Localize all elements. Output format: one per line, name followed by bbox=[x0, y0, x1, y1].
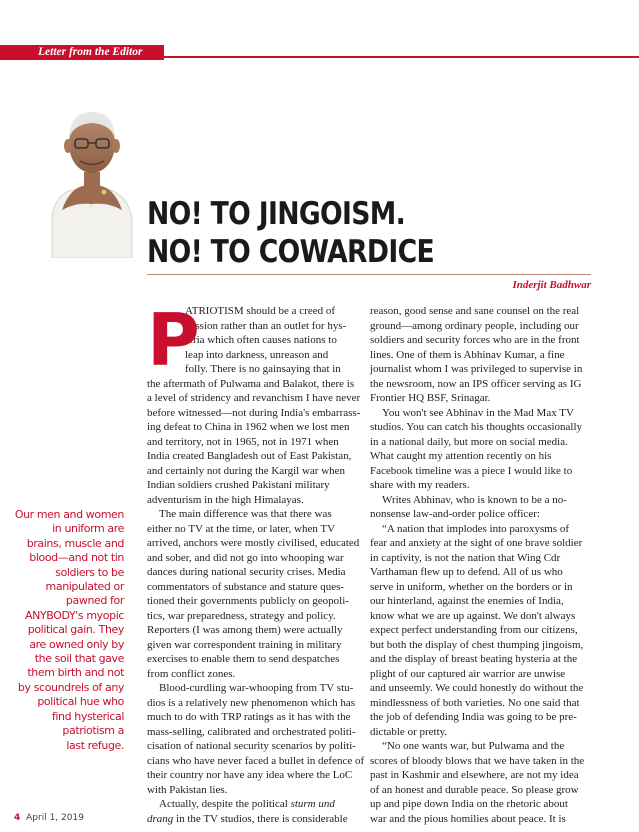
body-line: mindlessness of both varieties. No one said that bbox=[370, 696, 580, 709]
section-label: Letter from the Editor bbox=[0, 45, 164, 60]
pullquote-line: find hysterical bbox=[51, 709, 124, 723]
paragraph bbox=[370, 493, 592, 522]
body-line: know what we are up against. We don't always bbox=[370, 609, 576, 622]
body-line: arrived, anchors were mostly civilised, educated bbox=[147, 537, 360, 549]
pullquote-line: ANYBODY's myopic bbox=[25, 608, 124, 622]
body-line: Facebook timeline was a piece I would like to bbox=[370, 464, 573, 477]
headline-line-1: NO! TO JINGOISM. bbox=[147, 196, 406, 232]
headline-rule bbox=[147, 274, 591, 275]
body-line: “No one wants war, but Pulwama and the bbox=[382, 740, 565, 752]
pullquote-line: the soil that gave bbox=[34, 652, 124, 666]
body-line: journalist whom I was privileged to supervise in bbox=[370, 363, 583, 375]
paragraph bbox=[147, 377, 359, 508]
body-line: either no TV at the time, or later, when TV bbox=[147, 522, 336, 535]
body-line: expect perfect understanding from our citizens, bbox=[370, 624, 578, 636]
italic-text: drang bbox=[147, 812, 174, 825]
body-line: You won't see Abhinav in the Mad Max TV bbox=[382, 406, 574, 419]
pullquote-line: political gain. They bbox=[27, 623, 124, 637]
article-column-1 bbox=[147, 298, 365, 826]
body-line: past in Kashmir and elsewhere, are not my idea bbox=[370, 769, 579, 781]
pullquote-line: manipulated or bbox=[45, 580, 124, 594]
drop-cap: P bbox=[147, 298, 200, 382]
body-line: ground—among ordinary people, including our bbox=[370, 319, 579, 332]
pullquote-line: soldiers to be bbox=[55, 565, 124, 579]
issue-date: April 1, 2019 bbox=[26, 813, 84, 823]
body-line: Indian soldiers crushed Pakistani military bbox=[147, 479, 330, 491]
headline-line-2: NO! TO COWARDICE bbox=[147, 234, 434, 270]
body-line bbox=[147, 797, 359, 812]
paragraph bbox=[147, 797, 359, 826]
body-line: and sober, and did not go into whooping war bbox=[147, 551, 344, 564]
article-column-2 bbox=[370, 304, 592, 826]
body-line: and certainly not during the Kargil war when bbox=[147, 464, 346, 477]
body-line: Writes Abhinav, who is known to be a no- bbox=[382, 493, 567, 506]
body-line: adventurism in the high Himalayas. bbox=[147, 493, 304, 506]
body-line: studios. You can catch his thoughts occasionally bbox=[370, 421, 583, 433]
body-line: in captivity, is not the nation that Wing Cdr bbox=[370, 551, 561, 564]
page-footer bbox=[14, 813, 84, 823]
pullquote-line: political hue who bbox=[37, 695, 124, 709]
section-header bbox=[0, 45, 639, 60]
body-line: but both the display of chest thumping jingoism, bbox=[370, 638, 584, 651]
body-line: dios is a relatively new phenomenon which has bbox=[147, 696, 356, 709]
body-line: of an honest and durable peace. So please grow bbox=[370, 783, 579, 796]
pullquote-line: in uniform are bbox=[52, 522, 124, 536]
body-line: the aftermath of Pulwama and Balakot, there is bbox=[147, 377, 355, 390]
body-line: Blood-curdling war-whooping from TV stu- bbox=[159, 682, 354, 694]
body-line: ATRIOTISM should be a creed of bbox=[185, 305, 335, 317]
body-line: with Pakistan lies. bbox=[147, 783, 228, 796]
pull-quote bbox=[6, 508, 124, 753]
pullquote-line: last refuge. bbox=[66, 738, 124, 752]
body-line: plight of our captured air warrior are unwise bbox=[370, 667, 566, 680]
body-line: before witnessed—not during India's embarrass- bbox=[147, 406, 361, 419]
body-line: cisation of national security scenarios by politi- bbox=[147, 740, 356, 752]
body-line: serve in uniform, whether on the borders or in bbox=[370, 580, 573, 593]
body-line: their country nor have any idea where the LoC bbox=[147, 769, 353, 781]
italic-text: sturm und bbox=[290, 798, 335, 810]
body-line: and territory, not in 1965, not in 1971 when bbox=[147, 435, 339, 448]
body-line: our hinterland, against the enemies of India, bbox=[370, 595, 564, 607]
body-text: Actually, despite the political bbox=[159, 798, 291, 810]
body-line: “A nation that implodes into paroxysms of bbox=[382, 522, 569, 535]
body-line: folly. There is no gainsaying that in bbox=[185, 363, 341, 375]
pullquote-line: them birth and not bbox=[27, 666, 124, 680]
body-line: scores of bloody blows that we have taken in the bbox=[370, 754, 585, 767]
paragraph bbox=[370, 304, 592, 406]
body-line: and the display of breast beating hysteria at the bbox=[370, 653, 578, 665]
pullquote-line: blood—and not tin bbox=[29, 551, 124, 565]
body-line: nonsense law-and-order police officer: bbox=[370, 508, 540, 520]
body-line: India created Bangladesh out of East Pakistan, bbox=[147, 450, 352, 462]
body-line: Frontier HQ BSF, Srinagar. bbox=[370, 392, 491, 404]
body-line: up and pipe down India on the rhetoric about bbox=[370, 798, 568, 810]
body-line: ing defeat to China in 1962 when we lost men bbox=[147, 421, 350, 433]
body-line: tics, war preparedness, strategy and policy. bbox=[147, 609, 336, 622]
body-line: teria which often causes nations to bbox=[185, 334, 337, 346]
pullquote-line: patriotism a bbox=[62, 724, 124, 738]
body-line: share with my readers. bbox=[370, 479, 470, 491]
paragraph bbox=[370, 739, 592, 826]
body-line: tioned their governments publicly on geopoli- bbox=[147, 595, 349, 607]
article-headline bbox=[147, 195, 491, 271]
body-line: much to do with TRP ratings as it has with the bbox=[147, 711, 351, 723]
body-line: dictable or pretty. bbox=[370, 725, 448, 738]
page-number: 4 bbox=[14, 813, 21, 823]
body-line: leap into darkness, unreason and bbox=[185, 348, 329, 361]
body-line: soldiers and security forces who are in the front bbox=[370, 334, 580, 346]
body-line: cians who have never faced a bullet in defence of bbox=[147, 754, 365, 767]
body-line: Varthaman flew up to defend. All of us who bbox=[370, 566, 563, 578]
body-line: fear and anxiety at the sight of one brave soldier bbox=[370, 537, 583, 549]
body-line: dances during national security crises. Media bbox=[147, 566, 346, 578]
body-line: lines. One of them is Abhinav Kumar, a fine bbox=[370, 348, 565, 361]
body-line: the job of defending India was going to be pre- bbox=[370, 711, 577, 723]
body-line: mass-selling, calibrated and orchestrated politi- bbox=[147, 725, 356, 738]
pullquote-line: pawned for bbox=[65, 594, 124, 608]
paragraph bbox=[370, 406, 592, 493]
author-byline: Inderjit Badhwar bbox=[512, 279, 591, 291]
pullquote-line: Our men and women bbox=[14, 508, 124, 521]
paragraph bbox=[370, 522, 592, 740]
body-line: from conflict zones. bbox=[147, 667, 236, 680]
body-line: the newsroom, now an IPS officer serving as IG bbox=[370, 377, 582, 390]
body-line bbox=[147, 812, 359, 827]
body-line: What caught my attention recently on his bbox=[370, 450, 552, 462]
pullquote-line: by scoundrels of any bbox=[17, 680, 124, 694]
body-text: in the TV studios, there is considerable bbox=[173, 812, 348, 825]
body-line: Reporters (I was among them) were actually bbox=[147, 624, 343, 636]
body-line: exercises to enable them to send despatches bbox=[147, 653, 340, 665]
pullquote-line: brains, muscle and bbox=[26, 536, 124, 550]
body-line: commentators of substance and stature ques- bbox=[147, 580, 345, 593]
body-line: given war correspondent training in military bbox=[147, 638, 342, 651]
body-line: passion rather than an outlet for hys- bbox=[185, 319, 347, 332]
pullquote-line: are owned only by bbox=[29, 637, 124, 651]
body-line: The main difference was that there was bbox=[159, 508, 332, 520]
paragraph bbox=[147, 681, 365, 797]
body-line: reason, good sense and sane counsel on the real bbox=[370, 305, 580, 317]
body-line: war and the pious homilies about peace. It is bbox=[370, 812, 566, 825]
editor-portrait bbox=[42, 98, 140, 258]
body-line: and unseemly. We could honestly do without the bbox=[370, 682, 584, 694]
paragraph bbox=[147, 507, 359, 681]
opening-paragraph bbox=[147, 298, 359, 382]
body-line: a level of stridency and revanchism I have never bbox=[147, 392, 361, 404]
body-line: in a national daily, but more on social media. bbox=[370, 435, 568, 448]
